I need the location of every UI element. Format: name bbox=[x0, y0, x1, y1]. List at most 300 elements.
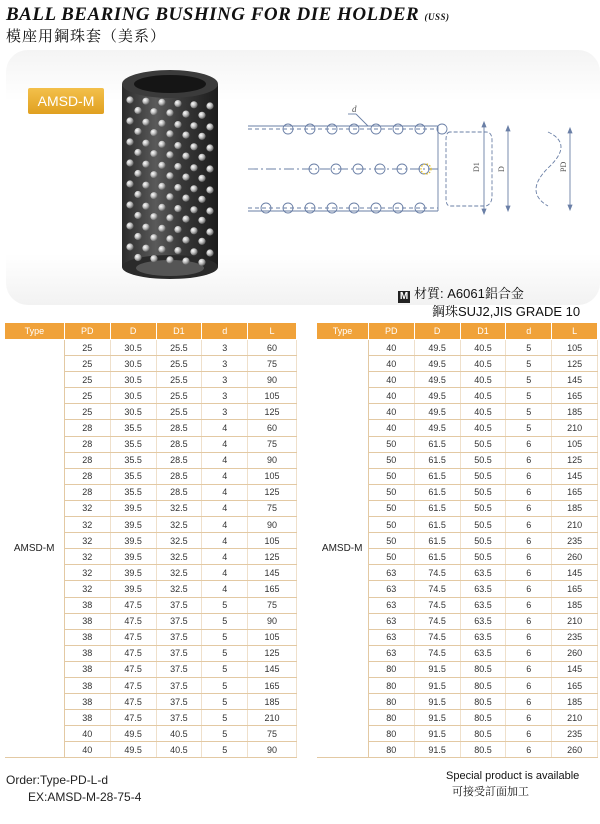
bearing-ball bbox=[150, 171, 157, 178]
special-zh: 可接受訂面加工 bbox=[452, 786, 529, 798]
table-cell: 50.5 bbox=[460, 500, 506, 516]
table-cell: 25.5 bbox=[156, 404, 202, 420]
table-cell: 28.5 bbox=[156, 436, 202, 452]
bearing-ball bbox=[206, 102, 213, 109]
table-cell: 37.5 bbox=[156, 710, 202, 726]
column-header: Type bbox=[5, 323, 65, 340]
bearing-ball bbox=[182, 237, 189, 244]
table-cell: 28 bbox=[64, 484, 110, 500]
table-cell: 50.5 bbox=[460, 549, 506, 565]
table-cell: 235 bbox=[552, 533, 598, 549]
bearing-ball bbox=[198, 217, 205, 224]
bearing-ball bbox=[182, 132, 189, 139]
table-cell: 4 bbox=[202, 468, 248, 484]
table-cell: 30.5 bbox=[110, 356, 156, 372]
bushing-image bbox=[120, 62, 220, 284]
material-line-2: 鋼珠SUJ2,JIS GRADE 10 bbox=[432, 304, 581, 319]
table-cell: 63.5 bbox=[460, 645, 506, 661]
table-cell: 260 bbox=[552, 645, 598, 661]
table-cell: 63.5 bbox=[460, 613, 506, 629]
bearing-ball bbox=[206, 186, 213, 193]
bearing-ball bbox=[174, 247, 181, 254]
table-cell: 165 bbox=[552, 484, 598, 500]
table-cell: 5 bbox=[506, 356, 552, 372]
table-cell: 5 bbox=[202, 742, 248, 758]
table-cell: 50 bbox=[368, 452, 414, 468]
table-cell: 80.5 bbox=[460, 742, 506, 758]
table-cell: 80.5 bbox=[460, 661, 506, 677]
bearing-ball bbox=[182, 111, 189, 118]
table-cell: 37.5 bbox=[156, 661, 202, 677]
material-icon: M bbox=[399, 291, 409, 302]
table-cell: 61.5 bbox=[414, 468, 460, 484]
table-cell: 125 bbox=[552, 356, 598, 372]
bearing-ball bbox=[206, 123, 213, 130]
bearing-ball bbox=[198, 154, 205, 161]
column-header: D1 bbox=[460, 323, 506, 340]
bearing-ball bbox=[206, 249, 213, 256]
table-cell: 91.5 bbox=[414, 661, 460, 677]
bearing-ball bbox=[198, 175, 205, 182]
bearing-ball bbox=[158, 183, 165, 190]
table-cell: 40 bbox=[368, 372, 414, 388]
column-header: L bbox=[248, 323, 297, 340]
column-header: D bbox=[110, 323, 156, 340]
table-cell: 145 bbox=[248, 565, 297, 581]
table-cell: 125 bbox=[552, 452, 598, 468]
column-header: D bbox=[414, 323, 460, 340]
table-cell: 50.5 bbox=[460, 517, 506, 533]
table-cell: 5 bbox=[202, 694, 248, 710]
bearing-ball bbox=[126, 96, 133, 103]
table-cell: 60 bbox=[248, 420, 297, 436]
table-cell: 28.5 bbox=[156, 468, 202, 484]
table-cell: 35.5 bbox=[110, 420, 156, 436]
column-header: D1 bbox=[156, 323, 202, 340]
table-cell: 5 bbox=[202, 645, 248, 661]
table-cell: 40.5 bbox=[156, 726, 202, 742]
bearing-ball bbox=[126, 180, 133, 187]
table-cell: 63 bbox=[368, 581, 414, 597]
table-cell: 5 bbox=[202, 629, 248, 645]
bearing-ball bbox=[190, 206, 197, 213]
order-info bbox=[6, 772, 141, 806]
table-cell: 75 bbox=[248, 597, 297, 613]
table-cell: 6 bbox=[506, 517, 552, 533]
table-cell: 5 bbox=[202, 677, 248, 693]
table-cell: 39.5 bbox=[110, 581, 156, 597]
bearing-ball bbox=[174, 163, 181, 170]
table-cell: 145 bbox=[552, 565, 598, 581]
bearing-ball bbox=[150, 255, 157, 262]
table-cell: 6 bbox=[506, 694, 552, 710]
table-cell: 125 bbox=[248, 404, 297, 420]
table-cell: 6 bbox=[506, 452, 552, 468]
bearing-ball bbox=[174, 226, 181, 233]
table-cell: 105 bbox=[248, 629, 297, 645]
table-cell: 28 bbox=[64, 420, 110, 436]
table-cell: 74.5 bbox=[414, 565, 460, 581]
table-cell: 75 bbox=[248, 726, 297, 742]
bearing-ball bbox=[190, 227, 197, 234]
table-cell: 28 bbox=[64, 468, 110, 484]
table-cell: 5 bbox=[506, 404, 552, 420]
table-cell: 4 bbox=[202, 500, 248, 516]
table-cell: 38 bbox=[64, 661, 110, 677]
table-cell: 5 bbox=[506, 388, 552, 404]
bearing-ball bbox=[174, 205, 181, 212]
table-cell: 35.5 bbox=[110, 484, 156, 500]
bearing-ball bbox=[174, 121, 181, 128]
table-cell: 40 bbox=[64, 742, 110, 758]
table-cell: 165 bbox=[552, 388, 598, 404]
bearing-ball bbox=[166, 235, 173, 242]
table-cell: 50 bbox=[368, 549, 414, 565]
table-cell: 74.5 bbox=[414, 613, 460, 629]
table-cell: 32 bbox=[64, 517, 110, 533]
table-cell: 50 bbox=[368, 500, 414, 516]
table-cell: 185 bbox=[552, 500, 598, 516]
bearing-ball bbox=[134, 233, 141, 240]
table-cell: 49.5 bbox=[110, 726, 156, 742]
label-d: d bbox=[352, 104, 357, 114]
table-cell: 50 bbox=[368, 436, 414, 452]
table-cell: 50.5 bbox=[460, 484, 506, 500]
table-cell: 50.5 bbox=[460, 436, 506, 452]
bearing-ball bbox=[166, 130, 173, 137]
table-cell: 28.5 bbox=[156, 420, 202, 436]
table-cell: 165 bbox=[248, 581, 297, 597]
table-cell: 80.5 bbox=[460, 694, 506, 710]
table-cell: 35.5 bbox=[110, 452, 156, 468]
type-cell: AMSD-M bbox=[5, 340, 65, 758]
bearing-ball bbox=[174, 100, 181, 107]
table-cell: 4 bbox=[202, 420, 248, 436]
table-cell: 91.5 bbox=[414, 677, 460, 693]
table-cell: 50 bbox=[368, 517, 414, 533]
bearing-ball bbox=[190, 164, 197, 171]
table-cell: 91.5 bbox=[414, 694, 460, 710]
table-cell: 125 bbox=[248, 549, 297, 565]
table-cell: 4 bbox=[202, 484, 248, 500]
table-cell: 3 bbox=[202, 372, 248, 388]
table-cell: 63 bbox=[368, 613, 414, 629]
table-cell: 5 bbox=[202, 613, 248, 629]
table-cell: 40 bbox=[368, 388, 414, 404]
table-cell: 61.5 bbox=[414, 452, 460, 468]
table-cell: 91.5 bbox=[414, 742, 460, 758]
bearing-ball bbox=[166, 151, 173, 158]
bearing-ball bbox=[198, 133, 205, 140]
table-cell: 125 bbox=[248, 484, 297, 500]
table-cell: 32.5 bbox=[156, 549, 202, 565]
table-cell: 6 bbox=[506, 549, 552, 565]
table-cell: 61.5 bbox=[414, 549, 460, 565]
table-cell: 80.5 bbox=[460, 677, 506, 693]
table-cell: 80 bbox=[368, 694, 414, 710]
table-cell: 75 bbox=[248, 356, 297, 372]
table-cell: 30.5 bbox=[110, 372, 156, 388]
table-cell: 50 bbox=[368, 468, 414, 484]
table-cell: 74.5 bbox=[414, 645, 460, 661]
table-cell: 38 bbox=[64, 613, 110, 629]
bearing-ball bbox=[142, 98, 149, 105]
table-cell: 25 bbox=[64, 340, 110, 356]
table-cell: 74.5 bbox=[414, 597, 460, 613]
table-cell: 105 bbox=[248, 468, 297, 484]
table-cell: 185 bbox=[552, 597, 598, 613]
table-cell: 210 bbox=[552, 613, 598, 629]
table-cell: 25 bbox=[64, 356, 110, 372]
bearing-ball bbox=[126, 159, 133, 166]
bearing-ball bbox=[126, 138, 133, 145]
table-cell: 50.5 bbox=[460, 533, 506, 549]
table-cell: 49.5 bbox=[414, 420, 460, 436]
table-cell: 39.5 bbox=[110, 517, 156, 533]
table-cell: 32 bbox=[64, 565, 110, 581]
table-cell: 38 bbox=[64, 677, 110, 693]
table-cell: 40.5 bbox=[460, 388, 506, 404]
bearing-ball bbox=[166, 193, 173, 200]
page-title bbox=[6, 4, 450, 26]
table-cell: 28 bbox=[64, 452, 110, 468]
table-cell: 47.5 bbox=[110, 613, 156, 629]
table-cell: 32.5 bbox=[156, 500, 202, 516]
bearing-ball bbox=[198, 238, 205, 245]
table-cell: 32.5 bbox=[156, 565, 202, 581]
bearing-ball bbox=[142, 161, 149, 168]
table-cell: 40.5 bbox=[156, 742, 202, 758]
table-cell: 50.5 bbox=[460, 468, 506, 484]
table-cell: 5 bbox=[506, 420, 552, 436]
table-cell: 165 bbox=[248, 677, 297, 693]
bearing-ball bbox=[174, 142, 181, 149]
bearing-ball bbox=[206, 228, 213, 235]
table-cell: 28.5 bbox=[156, 484, 202, 500]
table-cell: 6 bbox=[506, 484, 552, 500]
table-cell: 5 bbox=[202, 726, 248, 742]
table-cell: 37.5 bbox=[156, 597, 202, 613]
table-cell: 145 bbox=[552, 661, 598, 677]
page-subtitle: 模座用鋼珠套（美系） bbox=[6, 28, 167, 45]
table-cell: 235 bbox=[552, 726, 598, 742]
table-cell: 5 bbox=[202, 710, 248, 726]
table-cell: 4 bbox=[202, 452, 248, 468]
table-cell: 6 bbox=[506, 661, 552, 677]
type-cell: AMSD-M bbox=[317, 340, 369, 758]
table-cell: 63.5 bbox=[460, 629, 506, 645]
bearing-ball bbox=[190, 122, 197, 129]
bearing-ball bbox=[158, 99, 165, 106]
bearing-ball bbox=[126, 222, 133, 229]
order-format: Order:Type-PD-L-d bbox=[6, 773, 109, 787]
table-cell: 105 bbox=[248, 388, 297, 404]
table-cell: 40.5 bbox=[460, 404, 506, 420]
bearing-ball bbox=[206, 207, 213, 214]
bearing-ball bbox=[126, 201, 133, 208]
table-cell: 74.5 bbox=[414, 581, 460, 597]
table-cell: 125 bbox=[248, 645, 297, 661]
bearing-ball bbox=[174, 184, 181, 191]
table-cell: 61.5 bbox=[414, 436, 460, 452]
table-cell: 80 bbox=[368, 742, 414, 758]
material-line-1: 材質: A6061鋁合金 bbox=[414, 286, 524, 301]
table-cell: 40 bbox=[368, 404, 414, 420]
table-cell: 37.5 bbox=[156, 629, 202, 645]
table-cell: 49.5 bbox=[414, 340, 460, 356]
bearing-ball bbox=[134, 170, 141, 177]
table-cell: 80 bbox=[368, 710, 414, 726]
table-cell: 40 bbox=[64, 726, 110, 742]
table-cell: 5 bbox=[506, 372, 552, 388]
table-cell: 63 bbox=[368, 629, 414, 645]
table-cell: 63.5 bbox=[460, 597, 506, 613]
bearing-ball bbox=[126, 117, 133, 124]
drawing-ball bbox=[437, 124, 447, 134]
table-cell: 49.5 bbox=[110, 742, 156, 758]
product-badge: AMSD-M bbox=[28, 88, 104, 114]
bearing-ball bbox=[142, 182, 149, 189]
table-cell: 25.5 bbox=[156, 388, 202, 404]
bearing-ball bbox=[158, 120, 165, 127]
label-D1: D1 bbox=[472, 162, 481, 172]
table-cell: 6 bbox=[506, 742, 552, 758]
table-cell: 32 bbox=[64, 500, 110, 516]
table-cell: 6 bbox=[506, 468, 552, 484]
table-cell: 63 bbox=[368, 597, 414, 613]
table-cell: 39.5 bbox=[110, 500, 156, 516]
table-cell: 32 bbox=[64, 549, 110, 565]
bearing-ball bbox=[134, 191, 141, 198]
table-cell: 210 bbox=[552, 710, 598, 726]
table-cell: 28.5 bbox=[156, 452, 202, 468]
bearing-ball bbox=[198, 259, 205, 266]
table-cell: 32.5 bbox=[156, 517, 202, 533]
table-cell: 6 bbox=[506, 436, 552, 452]
table-cell: 63.5 bbox=[460, 581, 506, 597]
bearing-ball bbox=[150, 129, 157, 136]
table-cell: 90 bbox=[248, 372, 297, 388]
table-header-row bbox=[5, 323, 297, 340]
table-cell: 3 bbox=[202, 388, 248, 404]
bearing-ball bbox=[190, 101, 197, 108]
bearing-ball bbox=[182, 195, 189, 202]
table-cell: 38 bbox=[64, 694, 110, 710]
table-cell: 80.5 bbox=[460, 726, 506, 742]
table-cell: 4 bbox=[202, 549, 248, 565]
table-cell: 4 bbox=[202, 436, 248, 452]
material-info bbox=[398, 285, 580, 320]
table-cell: 90 bbox=[248, 517, 297, 533]
table-cell: 32 bbox=[64, 581, 110, 597]
bearing-ball bbox=[134, 128, 141, 135]
table-cell: 4 bbox=[202, 581, 248, 597]
bearing-ball bbox=[190, 143, 197, 150]
table-cell: 210 bbox=[552, 517, 598, 533]
table-cell: 6 bbox=[506, 500, 552, 516]
table-cell: 6 bbox=[506, 645, 552, 661]
table-cell: 6 bbox=[506, 629, 552, 645]
table-cell: 75 bbox=[248, 500, 297, 516]
bearing-ball bbox=[142, 245, 149, 252]
bearing-ball bbox=[142, 224, 149, 231]
table-cell: 37.5 bbox=[156, 613, 202, 629]
table-cell: 6 bbox=[506, 726, 552, 742]
table-cell: 37.5 bbox=[156, 645, 202, 661]
table-cell: 90 bbox=[248, 742, 297, 758]
bearing-ball bbox=[182, 153, 189, 160]
bearing-ball bbox=[126, 243, 133, 250]
bearing-ball bbox=[166, 109, 173, 116]
table-cell: 90 bbox=[248, 613, 297, 629]
table-cell: 61.5 bbox=[414, 484, 460, 500]
bearing-ball bbox=[158, 204, 165, 211]
bearing-ball bbox=[182, 258, 189, 265]
bearing-ball bbox=[182, 216, 189, 223]
table-cell: 49.5 bbox=[414, 356, 460, 372]
table-cell: 145 bbox=[552, 372, 598, 388]
table-cell: 80 bbox=[368, 677, 414, 693]
bearing-ball bbox=[134, 254, 141, 261]
table-cell: 6 bbox=[506, 710, 552, 726]
table-cell: 37.5 bbox=[156, 694, 202, 710]
table-cell: 105 bbox=[248, 533, 297, 549]
table-cell: 91.5 bbox=[414, 726, 460, 742]
table-cell: 63 bbox=[368, 565, 414, 581]
table-cell: 105 bbox=[552, 436, 598, 452]
bearing-ball bbox=[166, 214, 173, 221]
table-cell: 60 bbox=[248, 340, 297, 356]
bearing-ball bbox=[150, 192, 157, 199]
order-example: EX:AMSD-M-28-75-4 bbox=[28, 790, 142, 804]
bearing-ball bbox=[198, 112, 205, 119]
bearing-ball bbox=[134, 107, 141, 114]
table-cell: 39.5 bbox=[110, 565, 156, 581]
bearing-ball bbox=[182, 174, 189, 181]
table-cell: 25 bbox=[64, 388, 110, 404]
table-cell: 32 bbox=[64, 533, 110, 549]
table-cell: 61.5 bbox=[414, 500, 460, 516]
table-cell: 260 bbox=[552, 742, 598, 758]
table-cell: 6 bbox=[506, 613, 552, 629]
table-cell: 40 bbox=[368, 356, 414, 372]
table-cell: 6 bbox=[506, 677, 552, 693]
table-cell: 63 bbox=[368, 645, 414, 661]
table-cell: 210 bbox=[248, 710, 297, 726]
table-cell: 35.5 bbox=[110, 468, 156, 484]
special-en: Special product is available bbox=[446, 770, 580, 782]
bearing-ball bbox=[166, 172, 173, 179]
table-cell: 210 bbox=[552, 420, 598, 436]
table-cell: 25 bbox=[64, 372, 110, 388]
title-suffix: (USS) bbox=[424, 12, 450, 22]
table-header-row bbox=[317, 323, 598, 340]
bearing-ball bbox=[198, 196, 205, 203]
label-D: D bbox=[497, 166, 506, 172]
table-cell: 49.5 bbox=[414, 388, 460, 404]
table-cell: 105 bbox=[552, 340, 598, 356]
table-cell: 32.5 bbox=[156, 581, 202, 597]
table-cell: 25.5 bbox=[156, 340, 202, 356]
table-cell: 91.5 bbox=[414, 710, 460, 726]
column-header: d bbox=[202, 323, 248, 340]
table-cell: 28 bbox=[64, 436, 110, 452]
table-row bbox=[317, 340, 598, 356]
table-cell: 30.5 bbox=[110, 388, 156, 404]
table-cell: 49.5 bbox=[414, 372, 460, 388]
table-cell: 3 bbox=[202, 404, 248, 420]
table-cell: 25 bbox=[64, 404, 110, 420]
